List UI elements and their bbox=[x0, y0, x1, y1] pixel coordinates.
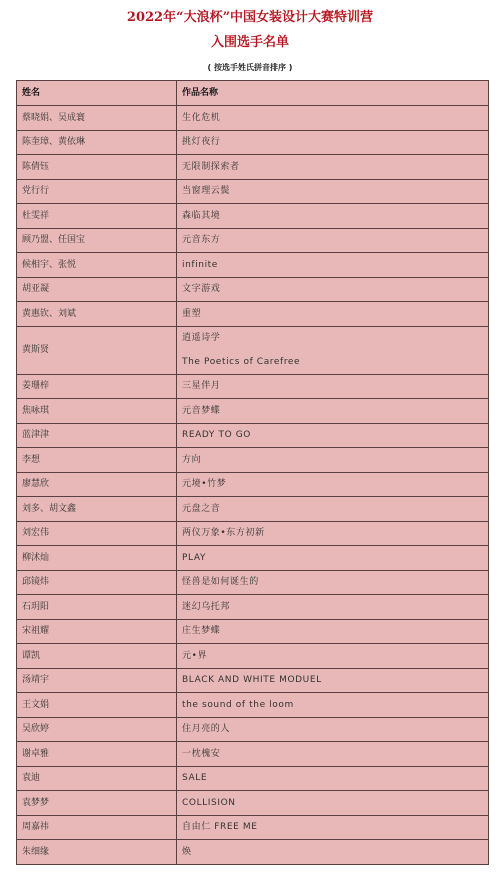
work-title: READY TO GO bbox=[182, 430, 251, 441]
table-row bbox=[17, 228, 489, 253]
work-title: 当窗理云鬓 bbox=[182, 186, 231, 197]
table-row bbox=[17, 546, 489, 571]
work-title-cell bbox=[177, 179, 489, 204]
work-title-cell bbox=[177, 644, 489, 669]
work-title: SALE bbox=[182, 773, 208, 784]
work-title: 一枕槐安 bbox=[182, 748, 221, 759]
contestant-name: 宋祖耀 bbox=[17, 619, 177, 644]
table-row bbox=[17, 497, 489, 522]
contestant-name: 杜雯祥 bbox=[17, 204, 177, 229]
work-title-cell bbox=[177, 253, 489, 278]
contestant-name: 蓝津津 bbox=[17, 423, 177, 448]
work-title-cell bbox=[177, 815, 489, 840]
work-title-cell bbox=[177, 399, 489, 424]
contestant-name: 蔡晓娟、吴成寰 bbox=[17, 106, 177, 131]
contestant-name: 李想 bbox=[17, 448, 177, 473]
work-title-cell bbox=[177, 766, 489, 791]
table-row bbox=[17, 106, 489, 131]
work-title-cell bbox=[177, 228, 489, 253]
work-title: 无限制探索者 bbox=[182, 161, 240, 172]
work-title: 元•界 bbox=[182, 650, 208, 661]
work-title: 元音梦蝶 bbox=[182, 405, 221, 416]
work-title: 逍遥诗学 bbox=[182, 333, 221, 343]
table-row bbox=[17, 693, 489, 718]
work-title-cell bbox=[177, 204, 489, 229]
table-row bbox=[17, 717, 489, 742]
table-row bbox=[17, 595, 489, 620]
contestant-name: 朱细缘 bbox=[17, 840, 177, 865]
work-title: 自由仁 FREE ME bbox=[182, 822, 258, 833]
work-title: 两仪万象•东方初新 bbox=[182, 528, 265, 539]
contestant-name: 胡亚凝 bbox=[17, 277, 177, 302]
sort-note: ( 按选手姓氏拼音排序 ) bbox=[207, 63, 293, 72]
table-row bbox=[17, 130, 489, 155]
work-title-cell bbox=[177, 840, 489, 865]
contestant-name: 黄斯贤 bbox=[17, 326, 177, 374]
work-title-cell bbox=[177, 546, 489, 571]
table-row bbox=[17, 277, 489, 302]
work-title-cell bbox=[177, 326, 489, 374]
work-title-cell bbox=[177, 497, 489, 522]
table-row bbox=[17, 840, 489, 865]
work-title-cell bbox=[177, 668, 489, 693]
contestant-name: 谢卓雅 bbox=[17, 742, 177, 767]
work-title: COLLISION bbox=[182, 797, 236, 808]
table-row bbox=[17, 423, 489, 448]
work-title-cell bbox=[177, 155, 489, 180]
work-title: 焕 bbox=[182, 846, 192, 857]
work-title-cell bbox=[177, 693, 489, 718]
table-row bbox=[17, 179, 489, 204]
work-title: 重塑 bbox=[182, 308, 202, 319]
work-title-cell bbox=[177, 423, 489, 448]
table-row bbox=[17, 521, 489, 546]
work-title-cell bbox=[177, 130, 489, 155]
table-row bbox=[17, 204, 489, 229]
work-title: infinite bbox=[182, 259, 218, 270]
contestant-name: 刘多、胡文鑫 bbox=[17, 497, 177, 522]
contestant-name: 候相宇、张悦 bbox=[17, 253, 177, 278]
table-row bbox=[17, 815, 489, 840]
table-row bbox=[17, 448, 489, 473]
table-body bbox=[17, 106, 489, 865]
table-row bbox=[17, 302, 489, 327]
table-row bbox=[17, 155, 489, 180]
work-title-cell bbox=[177, 106, 489, 131]
work-title-cell bbox=[177, 448, 489, 473]
contestant-name: 邱镜炜 bbox=[17, 570, 177, 595]
work-title: the sound of the loom bbox=[182, 699, 294, 710]
work-title: 森临其境 bbox=[182, 210, 221, 221]
table-header-row bbox=[17, 81, 489, 106]
contestant-name: 柳沭灿 bbox=[17, 546, 177, 571]
work-title: 方向 bbox=[182, 454, 202, 465]
work-title-cell bbox=[177, 595, 489, 620]
work-title: 元盘之音 bbox=[182, 503, 221, 514]
contestant-name: 谭凯 bbox=[17, 644, 177, 669]
table-row bbox=[17, 374, 489, 399]
work-title-cell bbox=[177, 302, 489, 327]
contestant-name: 党行行 bbox=[17, 179, 177, 204]
table-row bbox=[17, 791, 489, 816]
work-title-cell bbox=[177, 521, 489, 546]
work-title: BLACK AND WHITE MODUEL bbox=[182, 675, 322, 686]
work-title-cell bbox=[177, 570, 489, 595]
contestant-name: 袁迪 bbox=[17, 766, 177, 791]
table-row bbox=[17, 742, 489, 767]
column-header-work: 作品名称 bbox=[177, 81, 489, 106]
work-title-cell bbox=[177, 791, 489, 816]
work-title-cell bbox=[177, 619, 489, 644]
contestant-name: 王文娟 bbox=[17, 693, 177, 718]
table-row bbox=[17, 668, 489, 693]
work-title: 元音东方 bbox=[182, 235, 221, 246]
contestant-name: 陈奎璋、黄依琳 bbox=[17, 130, 177, 155]
work-title: 挑灯夜行 bbox=[182, 137, 221, 148]
page-title: 2022年“大浪杯”中国女装设计大赛特训营 bbox=[126, 10, 374, 25]
contestant-name: 廖慧欣 bbox=[17, 472, 177, 497]
table-row bbox=[17, 253, 489, 278]
work-title: 生化危机 bbox=[182, 112, 221, 123]
work-title-cell bbox=[177, 742, 489, 767]
work-title-cell bbox=[177, 717, 489, 742]
work-title: 三星伴月 bbox=[182, 381, 221, 392]
contestant-name: 黄惠钦、刘斌 bbox=[17, 302, 177, 327]
table-row bbox=[17, 766, 489, 791]
table-row bbox=[17, 619, 489, 644]
column-header-name: 姓名 bbox=[17, 81, 177, 106]
contestant-name: 周嘉祎 bbox=[17, 815, 177, 840]
work-title: 庄生梦蝶 bbox=[182, 626, 221, 637]
work-title: 迷幻乌托邦 bbox=[182, 601, 231, 612]
work-title: 怪兽是如何诞生的 bbox=[182, 577, 259, 588]
work-title-cell bbox=[177, 374, 489, 399]
work-title: 文字游戏 bbox=[182, 284, 221, 295]
contestant-name: 吴欣婷 bbox=[17, 717, 177, 742]
table-row bbox=[17, 644, 489, 669]
finalist-table bbox=[16, 80, 489, 865]
work-title: The Poetics of Carefree bbox=[182, 357, 301, 367]
contestant-name: 袁梦梦 bbox=[17, 791, 177, 816]
work-title: 元境•竹梦 bbox=[182, 479, 227, 490]
contestant-name: 刘宏伟 bbox=[17, 521, 177, 546]
work-title: PLAY bbox=[182, 552, 207, 563]
contestant-name: 石玥阳 bbox=[17, 595, 177, 620]
contestant-name: 顾乃盟、任国宝 bbox=[17, 228, 177, 253]
table-row bbox=[17, 399, 489, 424]
table-row bbox=[17, 326, 489, 374]
table-row bbox=[17, 472, 489, 497]
contestant-name: 汤靖宇 bbox=[17, 668, 177, 693]
work-title-cell bbox=[177, 472, 489, 497]
table-row bbox=[17, 570, 489, 595]
contestant-name: 焦咏琪 bbox=[17, 399, 177, 424]
contestant-name: 姜珊梓 bbox=[17, 374, 177, 399]
work-title-cell bbox=[177, 277, 489, 302]
page-subtitle: 入围选手名单 bbox=[210, 35, 289, 50]
work-title: 住月亮的人 bbox=[182, 724, 231, 735]
contestant-name: 陈倩钰 bbox=[17, 155, 177, 180]
